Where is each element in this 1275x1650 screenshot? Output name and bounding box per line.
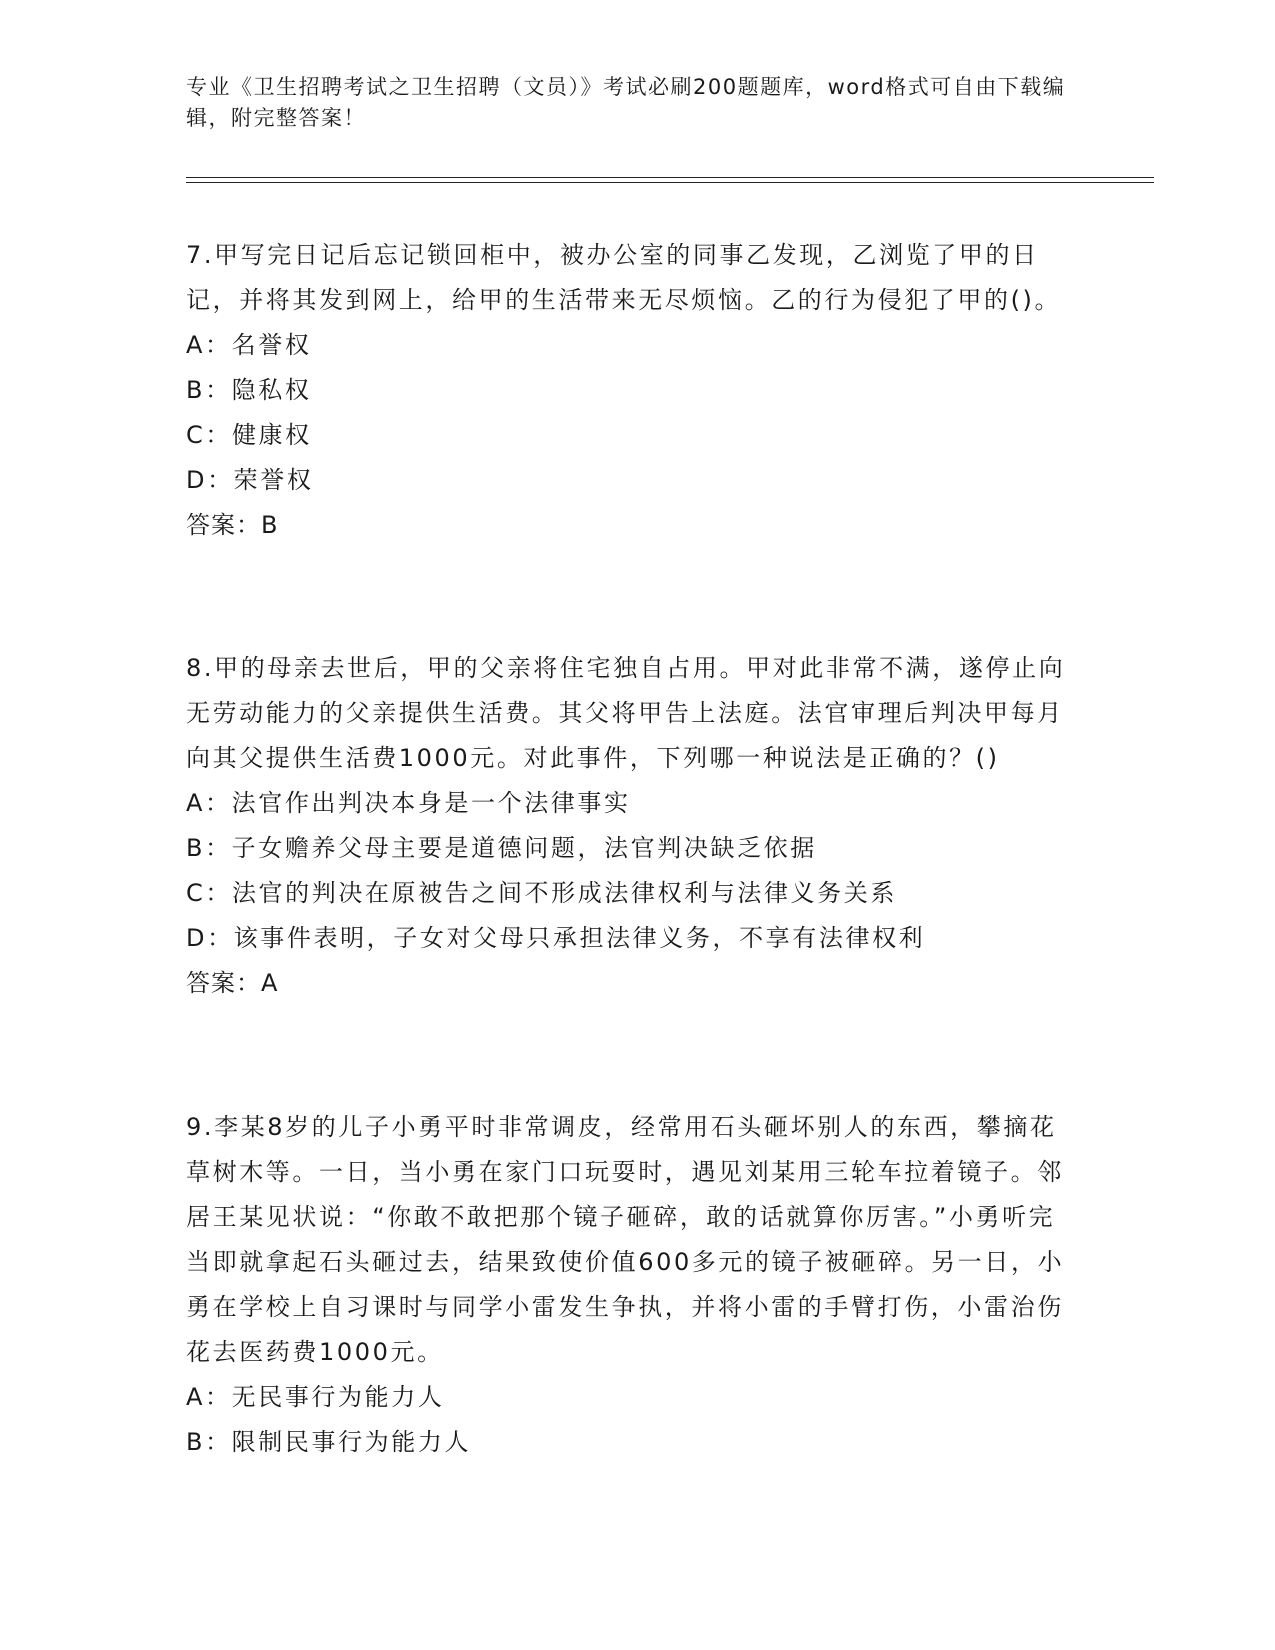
question-stem: 9.李某8岁的儿子小勇平时非常调皮，经常用石头砸坏别人的东西，攀摘花草树木等。一日，当小勇在家门口玩耍时，遇见刘某用三轮车拉着镜子。邻居王某见状说：“你敢不敢把那个镜子砸碎，敢的话就算你厉害。”小勇听完当即就拿起石头砸过去，结果致使价值600多元的镜子被砸碎。另一日，小勇在学校上自习课时与同学小雷发生争执，并将小雷的手臂打伤，小雷治伤花去医药费1000元。	[186, 1113, 1065, 1366]
header-divider-top	[186, 177, 1154, 178]
question-stem: 7.甲写完日记后忘记锁回柜中，被办公室的同事乙发现，乙浏览了甲的日记，并将其发到网上，给甲的生活带来无尽烦恼。乙的行为侵犯了甲的()。	[186, 241, 1062, 314]
option-b: B：子女赡养父母主要是道德问题，法官判决缺乏依据	[186, 834, 817, 862]
option-c: C：法官的判决在原被告之间不形成法律权利与法律义务关系	[186, 879, 897, 907]
option-a: A：无民事行为能力人	[186, 1383, 445, 1411]
option-a: A：法官作出判决本身是一个法律事实	[186, 789, 631, 817]
answer-line: 答案：A	[186, 969, 279, 997]
question-8	[186, 646, 1076, 1006]
option-c: C：健康权	[186, 421, 312, 449]
question-9	[186, 1105, 1076, 1465]
question-7	[186, 233, 1076, 548]
document-header: 专业《卫生招聘考试之卫生招聘（文员）》考试必刷200题题库，word格式可自由下载编辑，附完整答案！	[186, 75, 1066, 130]
option-b: B：隐私权	[186, 376, 312, 404]
answer-line: 答案：B	[186, 511, 279, 539]
option-a: A：名誉权	[186, 331, 312, 359]
option-d: D：该事件表明，子女对父母只承担法律义务，不享有法律权利	[186, 924, 926, 952]
option-d: D：荣誉权	[186, 466, 314, 494]
header-divider-bottom	[186, 182, 1154, 183]
question-stem: 8.甲的母亲去世后，甲的父亲将住宅独自占用。甲对此非常不满，遂停止向无劳动能力的父亲提供生活费。其父将甲告上法庭。法官审理后判决甲每月向其父提供生活费1000元。对此事件，下列哪一种说法是正确的？()	[186, 654, 1066, 772]
option-b: B：限制民事行为能力人	[186, 1428, 472, 1456]
